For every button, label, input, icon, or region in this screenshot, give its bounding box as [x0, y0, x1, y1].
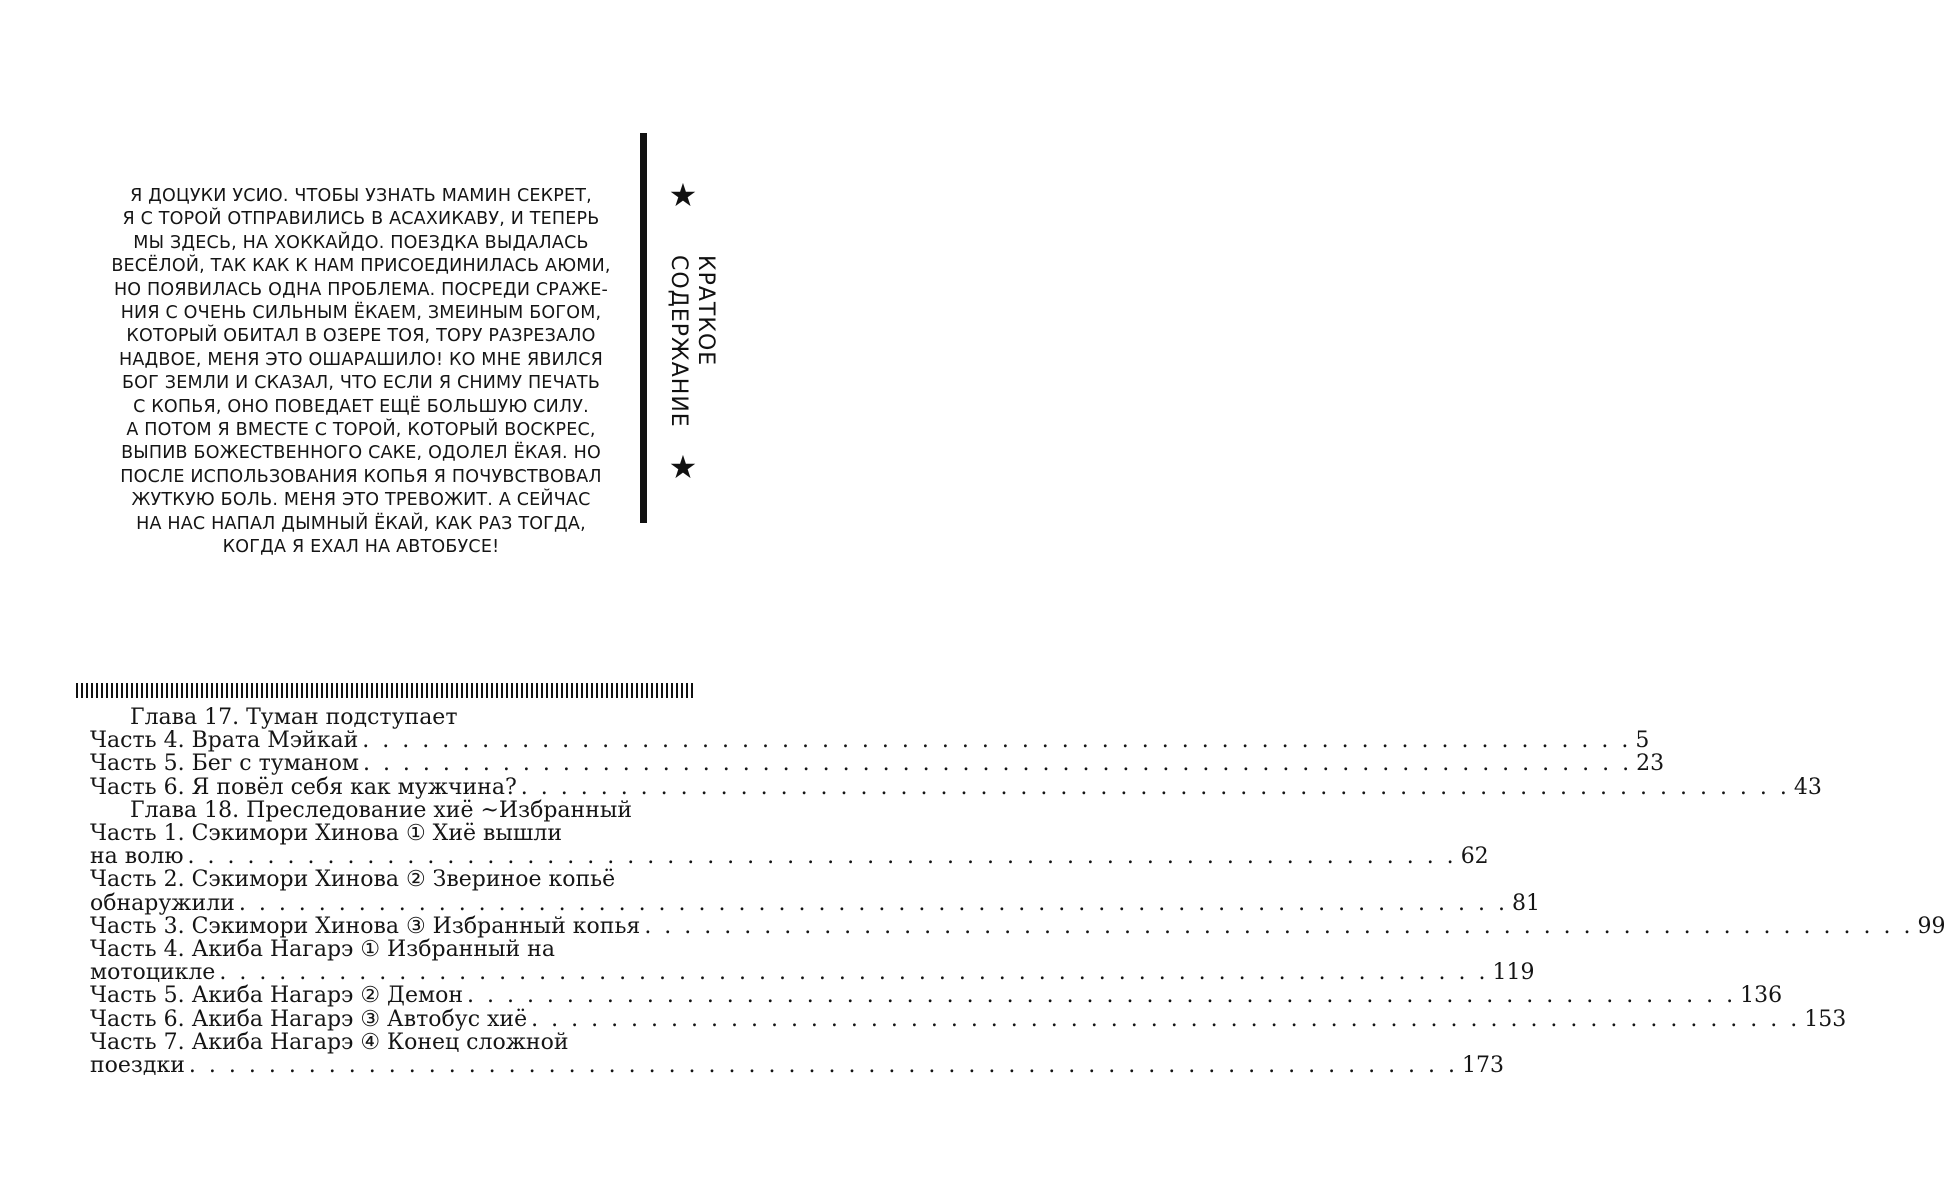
toc-entry[interactable] — [90, 774, 1822, 800]
toc-page-number: 62 — [1460, 844, 1489, 870]
toc-page-number: 99 — [1917, 913, 1945, 939]
summary-line: КОТОРЫЙ ОБИТАЛ В ОЗЕРЕ ТОЯ, ТОРУ РАЗРЕЗАЛО — [126, 326, 596, 347]
summary-line: НИЯ С ОЧЕНЬ СИЛЬНЫМ ЁКАЕМ, ЗМЕИНЫМ БОГОМ, — [120, 303, 602, 324]
toc-entry-title: поездки — [90, 1053, 185, 1079]
summary-title-line: СОДЕРЖАНИЕ — [666, 255, 691, 428]
toc-page-number: 23 — [1636, 751, 1665, 777]
summary-line: МЫ ЗДЕСЬ, НА ХОККАЙДО. ПОЕЗДКА ВЫДАЛАСЬ — [133, 232, 589, 253]
toc-dot-leader — [363, 752, 1632, 775]
chapter-heading: Глава 18. Преследование хиё ~Избранный — [130, 797, 633, 823]
toc-page-number: 43 — [1793, 774, 1822, 800]
summary-line: Я С ТОРОЙ ОТПРАВИЛИСЬ В АСАХИКАВУ, И ТЕПЕРЬ — [122, 209, 600, 230]
summary-line: НАДВОЕ, МЕНЯ ЭТО ОШАРАШИЛО! КО МНЕ ЯВИЛСЯ — [119, 349, 603, 370]
toc-dot-leader — [188, 845, 1457, 868]
toc-dot-leader — [521, 776, 1790, 799]
toc-entry-title: обнаружили — [90, 890, 235, 916]
table-of-contents — [90, 705, 1945, 1079]
toc-page-number: 173 — [1462, 1053, 1505, 1079]
toc-entry-title: мотоцикле — [90, 960, 216, 986]
toc-entry[interactable] — [90, 751, 1665, 777]
toc-page-number: 153 — [1804, 1006, 1847, 1032]
toc-page-number: 81 — [1511, 890, 1540, 916]
toc-entry-title: на волю — [90, 844, 184, 870]
summary-line: ЖУТКУЮ БОЛЬ. МЕНЯ ЭТО ТРЕВОЖИТ. А СЕЙЧАС — [131, 490, 591, 511]
toc-entry[interactable] — [90, 728, 1650, 754]
toc-entry[interactable] — [90, 890, 1540, 916]
toc-entry-title: Часть 3. Сэкимори Хинова ③ Избранный копья — [90, 913, 641, 939]
toc-entry-title[interactable]: Часть 7. Акиба Нагарэ ④ Конец сложной — [90, 1029, 569, 1055]
toc-entry-title: Часть 6. Я повёл себя как мужчина? — [90, 774, 517, 800]
toc-entry-title: Часть 6. Акиба Нагарэ ③ Автобус хиё — [90, 1006, 528, 1032]
summary-line: БОГ ЗЕМЛИ И СКАЗАЛ, ЧТО ЕСЛИ Я СНИМУ ПЕЧАТЬ — [121, 373, 601, 394]
decorative-divider — [76, 683, 693, 698]
toc-entry-title: Часть 4. Врата Мэйкай — [90, 728, 359, 754]
toc-entry-title: Часть 5. Бег с туманом — [90, 751, 359, 777]
summary-line: НА НАС НАПАЛ ДЫМНЫЙ ЁКАЙ, КАК РАЗ ТОГДА, — [136, 513, 586, 534]
toc-dot-leader — [467, 984, 1736, 1007]
side-bar-divider — [640, 133, 647, 523]
summary-line: КОГДА Я ЕХАЛ НА АВТОБУСЕ! — [222, 537, 500, 558]
toc-entry[interactable] — [90, 1053, 1505, 1079]
summary-line: ВЕСЁЛОЙ, ТАК КАК К НАМ ПРИСОЕДИНИЛАСЬ АЮМИ, — [111, 256, 611, 277]
toc-page-number: 119 — [1492, 960, 1535, 986]
toc-entry-title[interactable]: Часть 1. Сэкимори Хинова ① Хиё вышли — [90, 821, 563, 847]
toc-page-number: 136 — [1740, 983, 1783, 1009]
toc-entry-title[interactable]: Часть 4. Акиба Нагарэ ① Избранный на — [90, 937, 555, 963]
toc-page-number: 5 — [1635, 728, 1650, 754]
toc-entry[interactable] — [90, 983, 1783, 1009]
summary-line: А ПОТОМ Я ВМЕСТЕ С ТОРОЙ, КОТОРЫЙ ВОСКРЕС, — [126, 420, 596, 441]
summary-line: ПОСЛЕ ИСПОЛЬЗОВАНИЯ КОПЬЯ Я ПОЧУВСТВОВАЛ — [120, 466, 602, 487]
toc-dot-leader — [239, 892, 1508, 915]
star-icon: ★ — [668, 176, 698, 214]
toc-dot-leader — [531, 1008, 1800, 1031]
star-icon: ★ — [668, 448, 698, 486]
toc-entry[interactable] — [90, 913, 1945, 939]
toc-entry[interactable] — [90, 960, 1535, 986]
toc-dot-leader — [362, 729, 1631, 752]
summary-title-line: КРАТКОЕ — [693, 255, 718, 367]
toc-dot-leader — [644, 915, 1913, 938]
summary-line: Я ДОЦУКИ УСИО. ЧТОБЫ УЗНАТЬ МАМИН СЕКРЕТ, — [130, 186, 592, 206]
summary-text — [96, 185, 626, 560]
toc-dot-leader — [189, 1054, 1458, 1077]
summary-line: НО ПОЯВИЛАСЬ ОДНА ПРОБЛЕМА. ПОСРЕДИ СРАЖЕ- — [113, 279, 609, 300]
summary-line: ВЫПИВ БОЖЕСТВЕННОГО САКЕ, ОДОЛЕЛ ЁКАЯ. НО — [121, 443, 601, 464]
chapter-heading: Глава 17. Туман подступает — [130, 705, 458, 730]
summary-title — [665, 255, 719, 435]
toc-entry[interactable] — [90, 1006, 1847, 1032]
toc-dot-leader — [219, 961, 1488, 984]
summary-line: С КОПЬЯ, ОНО ПОВЕДАЕТ ЕЩЁ БОЛЬШУЮ СИЛУ. — [133, 396, 589, 417]
toc-entry-title[interactable]: Часть 2. Сэкимори Хинова ② Звериное копьё — [90, 867, 616, 893]
toc-entry[interactable] — [90, 844, 1489, 870]
toc-entry-title: Часть 5. Акиба Нагарэ ② Демон — [90, 983, 463, 1009]
